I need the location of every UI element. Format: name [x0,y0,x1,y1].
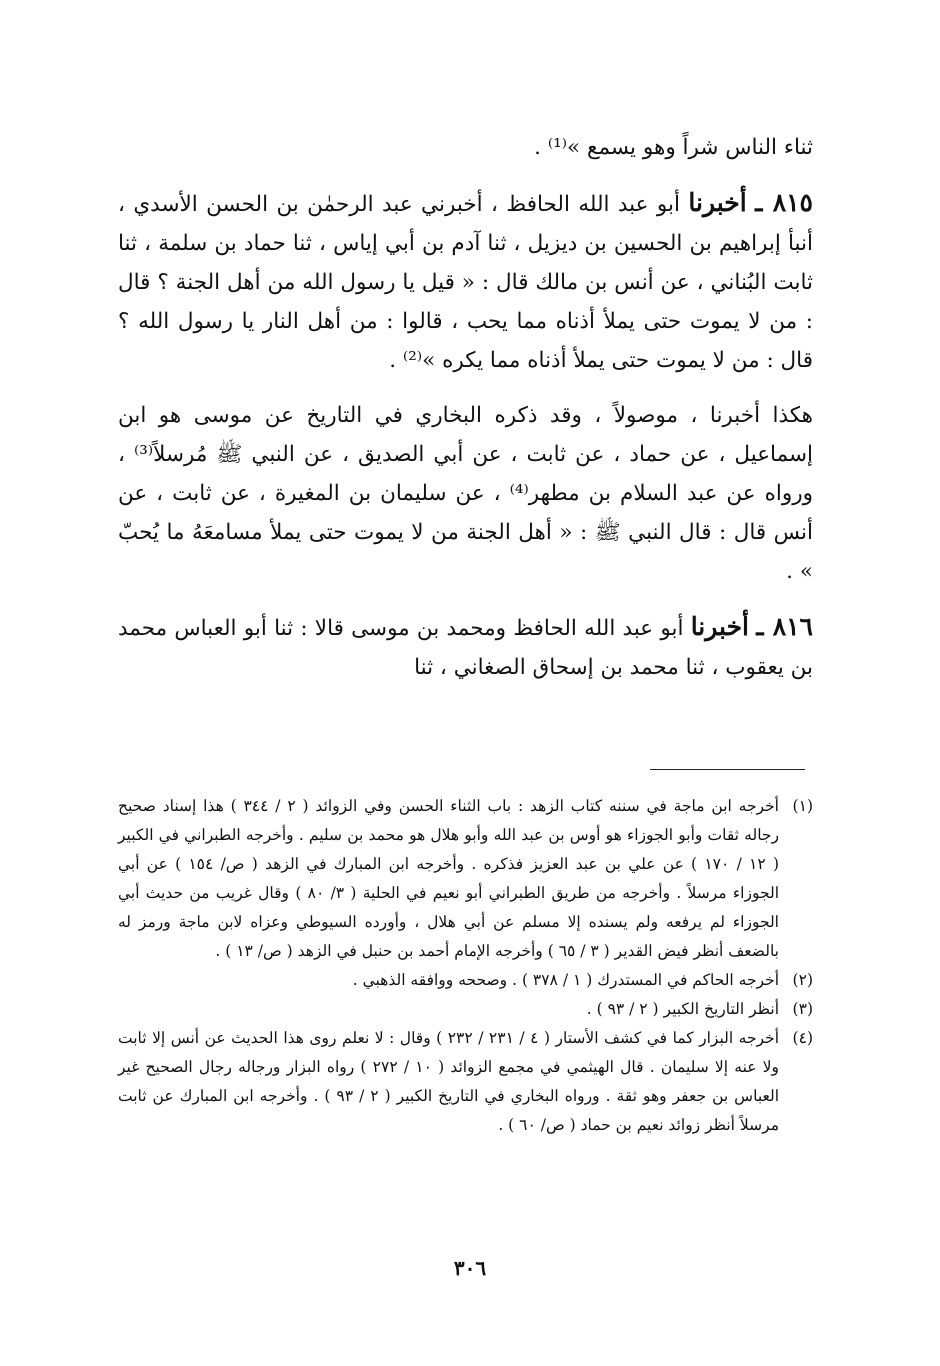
hadith-number: ٨١٥ ـ [755,188,813,217]
footnote-number: (١) [792,797,813,815]
paragraph-815 [118,183,813,380]
footnote-separator [650,769,805,770]
hadith-text: أبو عبد الله الحافظ ، أخبرني عبد الرحمٰن بن الحسن الأسدي ، أنبأ إبراهيم بن الحسين بن ديزيل ، ثنا آدم بن أبي إياس ، ثنا حماد بن سلمة ، ثنا ثابت البُناني ، عن أنس بن مالك قال : « قيل يا رسول الله من أهل الجنة ؟ قال : من لا يموت حتى يملأ أذناه مما يحب ، قالوا : من أهل النار يا رسول الله ؟ قال : من لا يموت حتى يملأ أذناه مما يكره »⁽²⁾ . [118,192,813,373]
hadith-keyword: أخبرنا [688,188,747,217]
footnote-text: أخرجه الحاكم في المستدرك ( ١ / ٣٧٨ ) . وصححه ووافقه الذهبي . [352,971,779,989]
hadith-keyword: أخبرنا [690,612,750,641]
footnote-text: أخرجه ابن ماجة في سننه كتاب الزهد : باب الثناء الحسن وفي الزوائد ( ٢ / ٣٤٤ ) هذا إسناد صحيح رجاله ثقات وأبو الجوزاء هو أوس بن عبد الله وأبو هلال هو محمد بن سليم . وأخرجه الطبراني في الكبير ( ١٢ / ١٧٠ ) عن علي بن عبد العزيز فذكره . وأخرجه ابن المبارك في الزهد ( ص/ ١٥٤ ) عن أبي الجوزاء مرسلاً . وأخرجه من طريق الطبراني أبو نعيم في الحلية ( ٣/ ٨٠ ) وقال غريب من حديث أبي الجوزاء لم يرفعه ولم يسنده إلا مسلم عن أبي هلال ، وأورده السيوطي وعزاه لابن ماجة ورمز له بالضعف أنظر فيض القدير ( ٣ / ٦٥ ) وأخرجه الإمام أحمد بن حنبل في الزهد ( ص/ ١٣ ) . [118,797,780,960]
footnote-number: (٢) [792,971,813,989]
page-number: ٣٠٦ [453,1256,487,1280]
paragraph-commentary: هكذا أخبرنا ، موصولاً ، وقد ذكره البخاري في التاريخ عن موسى هو ابن إسماعيل ، عن حماد ، عن ثابت ، عن أبي الصديق ، عن النبي ﷺ مُرسلاً⁽³⁾ ، ورواه عن عبد السلام بن مطهر⁽⁴⁾ ، عن سليمان بن المغيرة ، عن ثابت ، عن أنس قال : قال النبي ﷺ : « أهل الجنة من لا يموت حتى يملأ مسامعَهُ ما يُحبّ » . [118,403,813,584]
paragraph-816 [118,607,813,687]
hadith-text: أبو عبد الله الحافظ ومحمد بن موسى قالا : ثنا أبو العباس محمد بن يعقوب ، ثنا محمد بن إسحاق الصغاني ، ثنا [118,616,813,680]
footnote-3 [118,995,813,1024]
footnote-number: (٤) [792,1029,813,1047]
footnote-number: (٣) [792,1000,813,1018]
footnote-text: أخرجه البزار كما في كشف الأستار ( ٤ / ٢٣١ / ٢٣٢ ) وقال : لا نعلم روى هذا الحديث عن أنس إلا ثابت ولا عنه إلا سليمان . قال الهيثمي في مجمع الزوائد ( ١٠ / ٢٧٢ ) رواه البزار ورجاله رجال الصحيح غير العباس بن جعفر وهو ثقة . ورواه البخاري في التاريخ الكبير ( ٢ / ٩٣ ) . وأخرجه ابن المبارك عن ثابت مرسلاً أنظر زوائد نعيم بن حماد ( ص/ ٦٠ ) . [118,1029,780,1134]
main-text [118,128,813,687]
footnote-2 [118,966,813,995]
footnote-1 [118,792,813,966]
footnote-text: أنظر التاريخ الكبير ( ٢ / ٩٣ ) . [586,1000,779,1018]
hadith-number: ٨١٦ ـ [756,612,813,641]
footnotes [118,792,813,1140]
footnote-4 [118,1024,813,1140]
paragraph-continuation: ثناء الناس شراً وهو يسمع »⁽¹⁾ . [534,135,813,160]
